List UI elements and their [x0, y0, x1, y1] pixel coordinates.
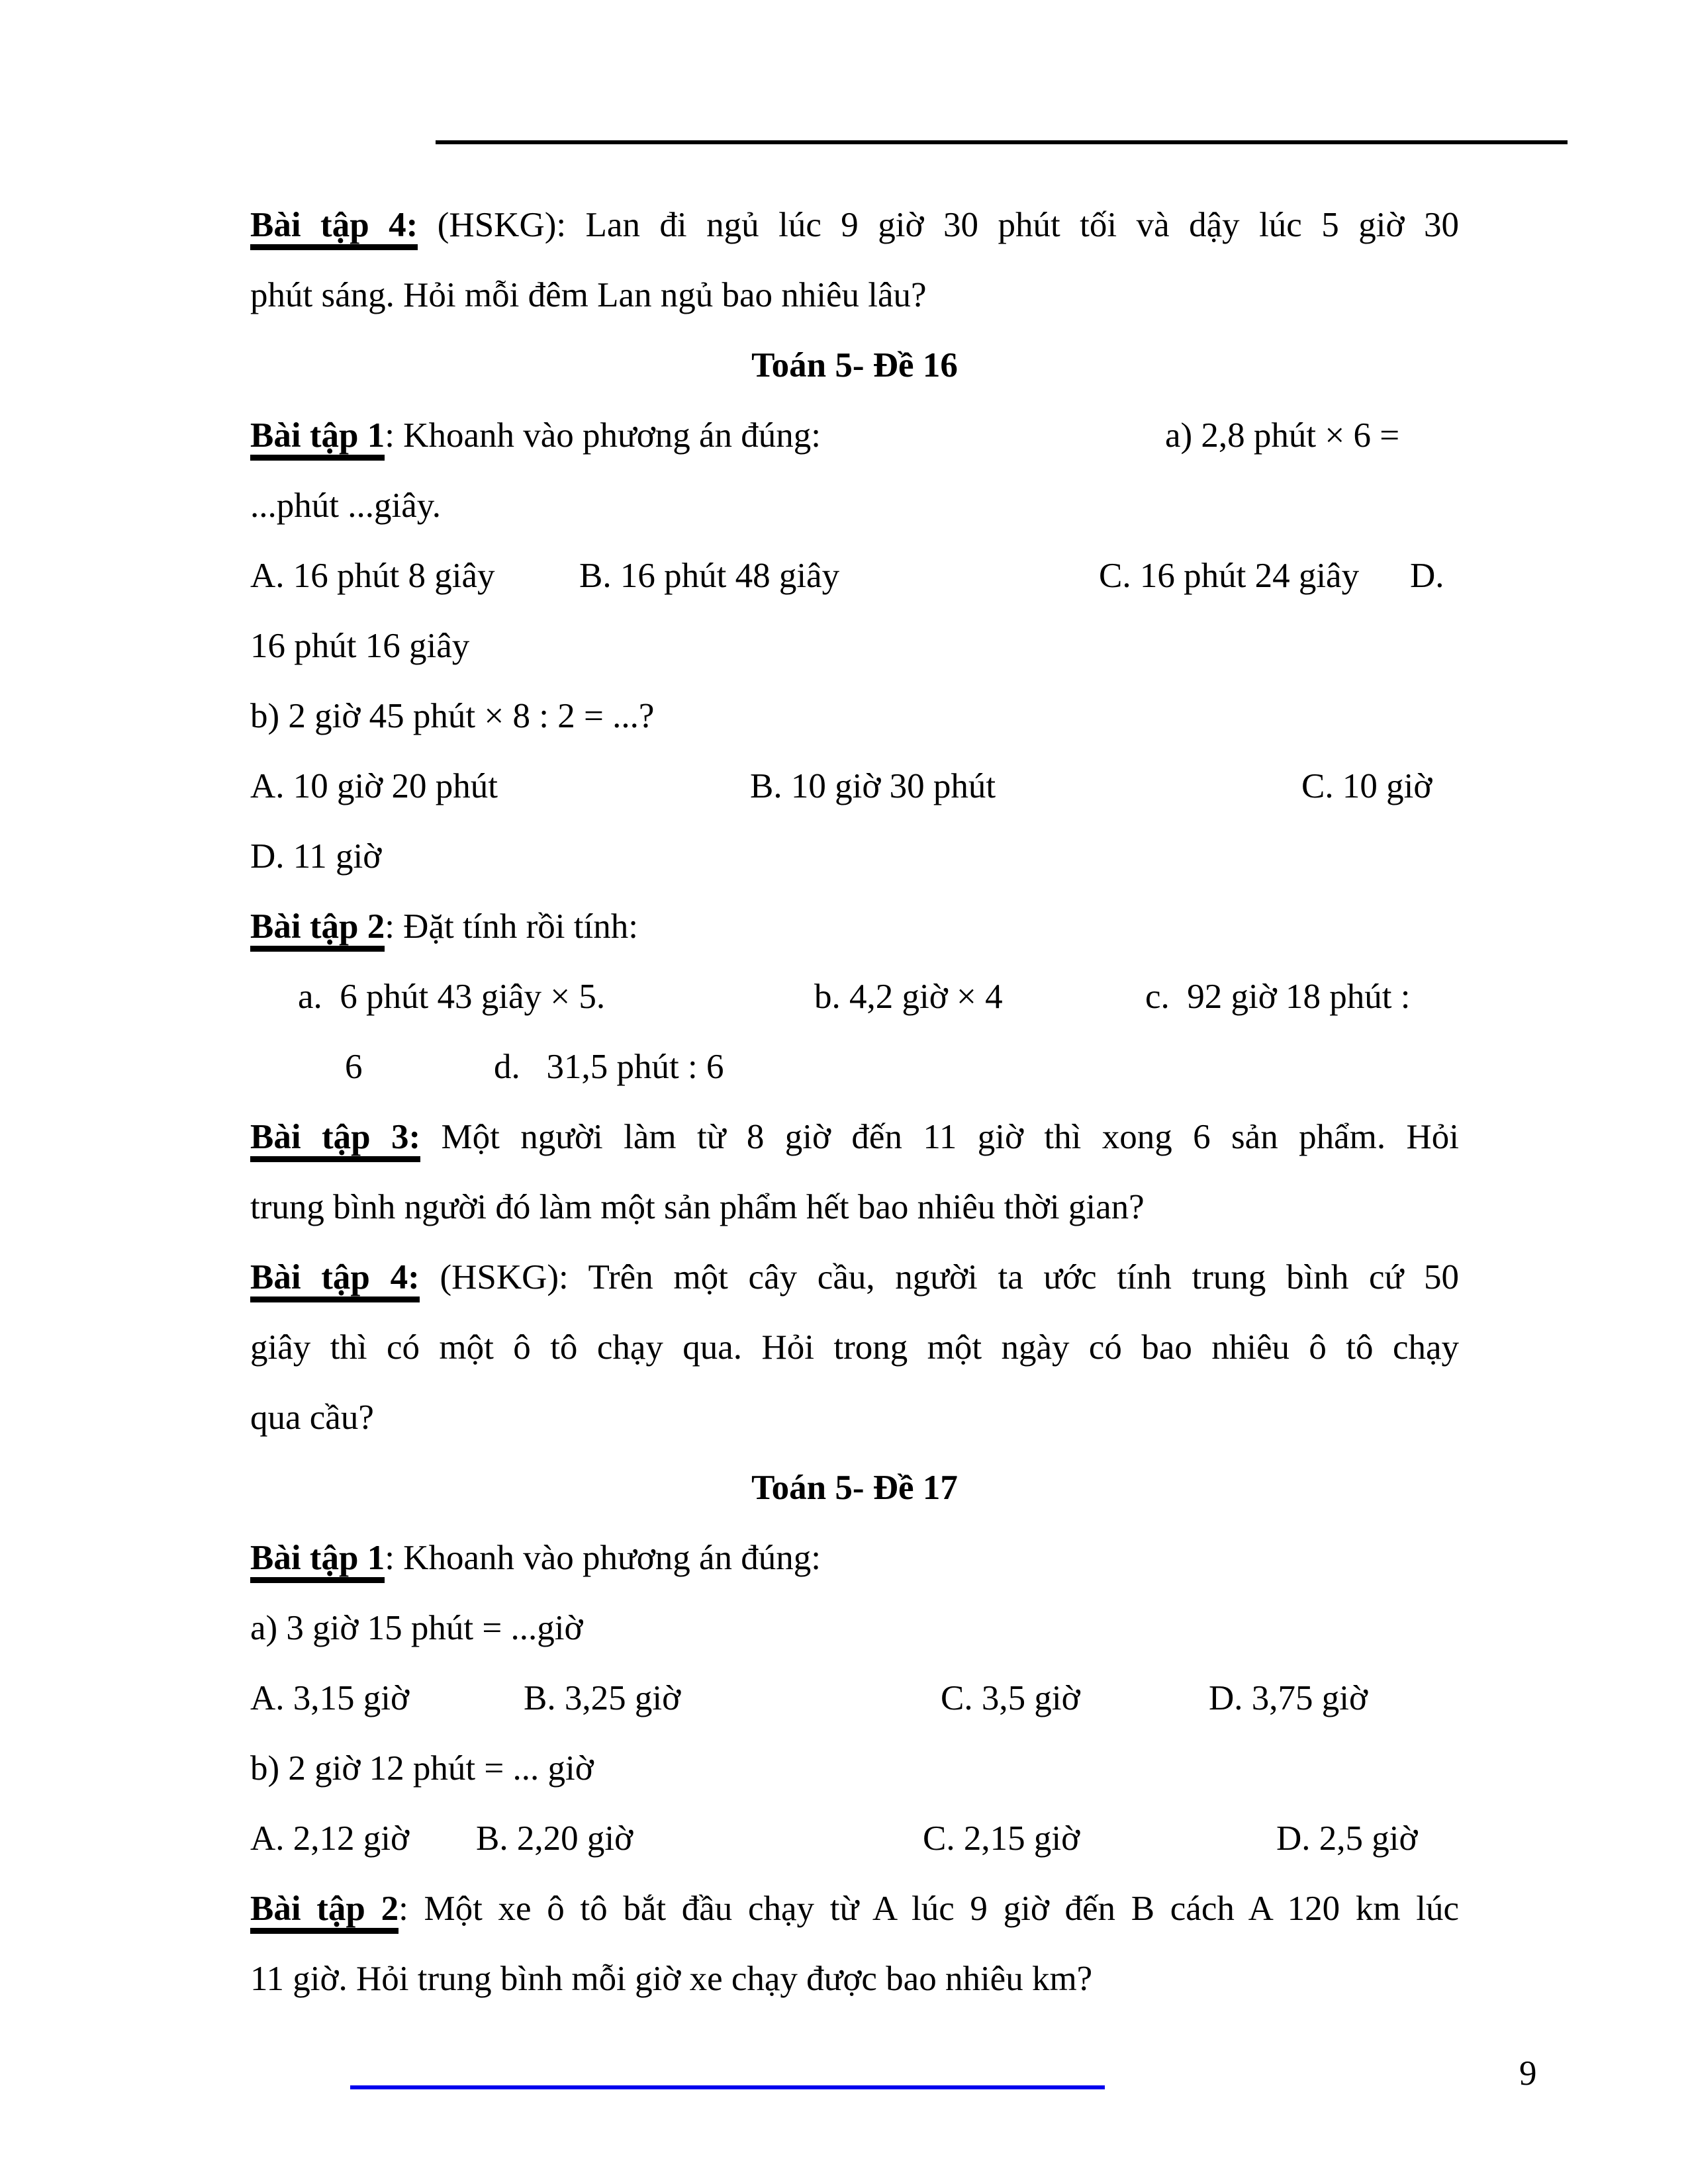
text-run: 6	[345, 1048, 363, 1086]
text-run: B. 16 phút 48 giây	[579, 557, 840, 595]
tab-segment	[250, 400, 821, 471]
page-number: 9	[1519, 2054, 1537, 2093]
exercise-label: Bài tập 4:	[250, 206, 418, 250]
text-run: d. 31,5 phút : 6	[494, 1048, 724, 1086]
text-run: a) 2,8 phút × 6 =	[1165, 416, 1400, 455]
text-run: B. 2,20 giờ	[476, 1819, 633, 1858]
text-run: D.	[1410, 557, 1444, 595]
text-run: a) 3 giờ 15 phút = ...giờ	[250, 1609, 583, 1647]
de16-exercise1b	[250, 681, 1459, 751]
text-run: b) 2 giờ 45 phút × 8 : 2 = ...?	[250, 697, 655, 735]
de16-exercise1a-blank	[250, 471, 1459, 541]
tab-segment	[345, 1032, 363, 1102]
text-run: A. 2,12 giờ	[250, 1819, 410, 1858]
de17-exercise1a-options	[250, 1663, 1459, 1733]
text-run: Một người làm từ 8 giờ đến 11 giờ thì xong 6 sản phẩm. Hỏi	[420, 1118, 1459, 1156]
text-run: a. 6 phút 43 giây × 5.	[298, 978, 606, 1016]
de17-exercise1b	[250, 1733, 1459, 1803]
text-run: ...phút ...giây.	[250, 486, 442, 525]
text-run: D. 11 giờ	[250, 837, 382, 876]
de16-exercise4-line1	[250, 1242, 1459, 1312]
exercise-label: Bài tập 2	[250, 1889, 399, 1934]
text-run: phút sáng. Hỏi mỗi đêm Lan ngủ bao nhiêu lâu?	[250, 276, 927, 314]
de17-exercise1b-options	[250, 1803, 1459, 1874]
de16-exercise4-line2	[250, 1312, 1459, 1383]
tab-segment	[1276, 1803, 1418, 1874]
text-run: 11 giờ. Hỏi trung bình mỗi giờ xe chạy được bao nhiêu km?	[250, 1960, 1093, 1998]
text-run: : Khoanh vào phương án đúng:	[385, 1539, 821, 1577]
exercise-label: Bài tập 1	[250, 416, 385, 461]
de16-exercise1b-options	[250, 751, 1459, 821]
tab-segment	[1145, 962, 1410, 1032]
tab-segment	[250, 541, 495, 611]
tab-segment	[750, 751, 996, 821]
tab-segment	[250, 1663, 409, 1733]
text-run: D. 2,5 giờ	[1276, 1819, 1418, 1858]
tab-segment	[1165, 400, 1399, 471]
tab-segment	[476, 1803, 633, 1874]
tab-segment	[494, 1032, 724, 1102]
text-run: b. 4,2 giờ × 4	[814, 978, 1003, 1016]
text-run: (HSKG): Trên một cây cầu, người ta ước tính trung bình cứ 50	[419, 1258, 1459, 1297]
footer-link-rule	[350, 2085, 1105, 2089]
text-run: (HSKG): Lan đi ngủ lúc 9 giờ 30 phút tối và dậy lúc 5 giờ 30	[418, 206, 1459, 244]
text-run: A. 3,15 giờ	[250, 1679, 410, 1717]
text-run: Toán 5- Đề 16	[751, 346, 958, 385]
tab-segment	[579, 541, 839, 611]
text-run: C. 2,15 giờ	[923, 1819, 1080, 1858]
tab-segment	[814, 962, 1003, 1032]
text-run: A. 10 giờ 20 phút	[250, 767, 498, 805]
tab-segment	[1209, 1663, 1368, 1733]
tab-segment	[1301, 751, 1432, 821]
text-run: B. 3,25 giờ	[524, 1679, 681, 1717]
text-run: D. 3,75 giờ	[1209, 1679, 1368, 1717]
text-run: giây thì có một ô tô chạy qua. Hỏi trong một ngày có bao nhiêu ô tô chạy	[250, 1328, 1459, 1367]
text-run: c. 92 giờ 18 phút :	[1145, 978, 1411, 1016]
text-run: 16 phút 16 giây	[250, 627, 470, 665]
tab-segment	[250, 751, 498, 821]
text-run: : Đặt tính rồi tính:	[385, 907, 638, 946]
de17-exercise1a	[250, 1593, 1459, 1663]
de16-exercise1b-optionD	[250, 821, 1459, 891]
exercise-label: Bài tập 1	[250, 1539, 385, 1583]
exercise-label: Bài tập 3:	[250, 1118, 420, 1162]
de16-exercise2-items-line2	[250, 1032, 1459, 1102]
de16-heading	[250, 330, 1459, 400]
text-run: C. 3,5 giờ	[941, 1679, 1080, 1717]
de16-exercise1a-optionD-wrap	[250, 611, 1459, 681]
text-run: C. 10 giờ	[1301, 767, 1432, 805]
de17-heading	[250, 1453, 1459, 1523]
text-run: A. 16 phút 8 giây	[250, 557, 495, 595]
tab-segment	[250, 1803, 409, 1874]
text-run: Toán 5- Đề 17	[751, 1469, 958, 1507]
exercise-label: Bài tập 4:	[250, 1258, 420, 1302]
de16-exercise4-line3	[250, 1383, 1459, 1453]
de16-exercise3-line2	[250, 1172, 1459, 1242]
de16-exercise2-items-line1	[250, 962, 1459, 1032]
text-run: C. 16 phút 24 giây	[1099, 557, 1360, 595]
de16-exercise3-line1	[250, 1102, 1459, 1172]
de16-exercise1a-options	[250, 541, 1459, 611]
de15-exercise4-line2	[250, 260, 1459, 330]
de15-exercise4-line1	[250, 190, 1459, 260]
tab-segment	[298, 962, 605, 1032]
text-run: trung bình người đó làm một sản phẩm hết bao nhiêu thời gian?	[250, 1188, 1145, 1226]
text-run: : Một xe ô tô bắt đầu chạy từ A lúc 9 giờ đến B cách A 120 km lúc	[399, 1889, 1459, 1928]
de16-exercise1-intro	[250, 400, 1459, 471]
text-run: qua cầu?	[250, 1398, 374, 1437]
tab-segment	[923, 1803, 1080, 1874]
de16-exercise2-intro	[250, 891, 1459, 962]
de17-exercise2-line1	[250, 1874, 1459, 1944]
de17-exercise1-intro	[250, 1523, 1459, 1593]
tab-segment	[1410, 541, 1444, 611]
text-run: : Khoanh vào phương án đúng:	[385, 416, 821, 455]
text-run: b) 2 giờ 12 phút = ... giờ	[250, 1749, 594, 1788]
exercise-label: Bài tập 2	[250, 907, 385, 952]
de17-exercise2-line2	[250, 1944, 1459, 2014]
tab-segment	[941, 1663, 1080, 1733]
tab-segment	[524, 1663, 680, 1733]
text-run: B. 10 giờ 30 phút	[750, 767, 996, 805]
tab-segment	[1099, 541, 1359, 611]
